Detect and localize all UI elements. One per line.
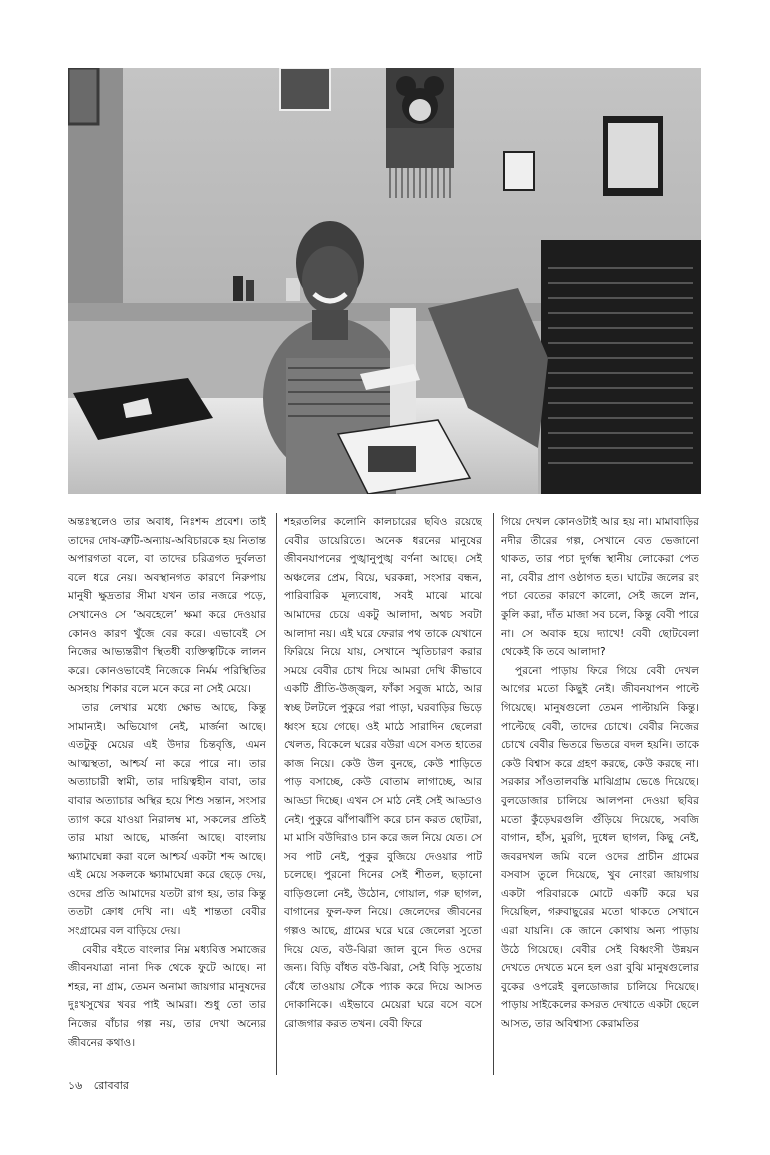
- paragraph: গিয়ে দেখল কোনওটাই আর হয় না। মামাবাড়ির নদীর তীরের গল্প, সেখানে বেত ভেজানো থাকত, তার পচা দুর্গন্ধ স্থানীয় লোকেরা পেত না, বেবীর প্রাণ ওষ্ঠাগত হত। ঘাটের জলের রং পচা বেতের কারণে কালো, সেই জলে স্নান, কুলি করা, দাঁত মাজা সব চলে, কিন্তু বেবী পারে না। সে অবাক হয়ে দ্যাখে! বেবী ছোটবেলা থেকেই কি তবে আলাদা?: [501, 516, 699, 659]
- paragraph: অন্তঃস্থলেও তার অবাধ, নিঃশব্দ প্রবেশ। তাই তাদের দোষ-ত্রুটি-অন্যায়-অবিচারকে হয় নিতান্ত অপারগতা বলে, বা তাদের চরিত্রগত দুর্বলতা বলে ধরে নেয়। অবস্থানগত কারণে নিরুপায় মানুষী ক্ষুদ্রতার সীমা যখন তার নজরে পড়ে, সেখানেও সে ‘অবহেলে’ ক্ষমা করে দেওয়ার কোনও কারণ খুঁজে বের করে। এভাবেই সে নিজের আভ্যন্তরীণ স্থিতধী ব্যক্তিত্বটিকে লালন করে। কোনওভাবেই নিজেকে নির্মম পরিস্থিতির অসহায় শিকার বলে মনে করে না সেই মেয়ে।: [68, 516, 266, 696]
- paragraph: তার লেখার মধ্যে ক্ষোভ আছে, কিন্তু সামান্যই। অভিযোগ নেই, মার্জনা আছে। এতটুকু মেয়ের এই উদার চিন্তবৃত্তি, এমন আত্মস্থতা, আশ্চর্য না করে পারে না। তার অত্যাচারী স্বামী, তার দায়িত্বহীন বাবা, তার বাবার অত্যাচার অস্থির হয়ে শিশু সন্তান, সংসার ত্যাগ করে যাওয়া নিরালম্ব মা, সকলের প্রতিই তার মায়া আছে, মার্জনা আছে। বাংলায় ক্ষ্যামাঘেন্না করা বলে আশ্চর্য একটা শব্দ আছে। এই মেয়ে সকলকে ক্ষ্যামাঘেন্না করে ছেড়ে দেয়, ওদের প্রতি আমাদের যতটা রাগ হয়, তার কিন্তু ততটা ক্রোধ দেখি না। এই শান্ততা বেবীর সংগ্রামের বল বাড়িয়ে দেয়।: [68, 701, 266, 938]
- paragraph: শহরতলির কলোনি কালচারের ছবিও রয়েছে বেবীর ডায়েরিতে। অনেক ধরনের মানুষের জীবনযাপনের পুঙ্খানুপুঙ্খ বর্ণনা আছে। সেই অঞ্চলের প্রেম, বিয়ে, ঘরকন্না, সংসার বন্ধন, পারিবারিক মূল্যবোধ, সবই মাঝে মাঝে আমাদের চেয়ে একটু আলাদা, অথচ সবটা আলাদা নয়। এই ঘরে ফেরার পথ তাকে যেখানে ফিরিয়ে নিয়ে যায়, সেখানে স্মৃতিচারণ করার সময়ে বেবীর চোখ দিয়ে আমরা দেখি কীভাবে একটি প্রীতি-উজ্জ্বল, ফাঁকা সবুজ মাঠে, আর স্বচ্ছ টলটলে পুকুরে পরা পাড়া, ঘরবাড়ির ভিড়ে ধ্বংস হয়ে গেছে। ওই মাঠে সারাদিন ছেলেরা খেলত, বিকেলে ঘরের বউরা এসে বসত হাতের কাজ নিয়ে। কেউ উল বুনছে, কেউ শাড়িতে পাড় বসাচ্ছে, কেউ বোতাম লাগাচ্ছে, আর আড্ডা দিচ্ছে। এখন সে মাঠ নেই সেই আড্ডাও নেই। পুকুরে ঝাঁপাঝাঁপি করে চান করত ছোটরা, মা মাসি বউদিরাও চান করে জল নিয়ে যেত। সে সব পাট নেই, পুকুর বুজিয়ে দেওয়ার পাট চলেছে। পুরনো দিনের সেই শীতল, ছড়ানো বাড়িগুলো নেই, উঠোন, গোয়াল, গরু ছাগল, বাগানের ফুল-ফল নিয়ে। জেলেদের জীবনের গল্পও আছে, গ্রামের ঘরে ঘরে জেলেরা সুতো দিয়ে যেত, বউ-ঝিরা জাল বুনে দিত ওদের জন্য। বিড়ি বাঁধত বউ-ঝিরা, সেই বিড়ি সুতোয় বেঁধে তাওয়ায় সেঁকে প্যাক করে দিয়ে আসত দোকানিকে। এইভাবে মেয়েরা ঘরে বসে বসে রোজগার করত তখন। বেবী ফিরে: [284, 516, 482, 1031]
- article-body: [68, 513, 701, 1075]
- article-column-1: [68, 513, 266, 1075]
- paragraph: বেবীর বইতে বাংলার নিম্ন মধ্যবিত্ত সমাজের জীবনযাত্রা নানা দিক থেকে ফুটে আছে। না শহর, না গ্রাম, তেমন অনামা জায়গার মানুষদের দুঃখসুখের খবর পাই আমরা। শুধু তো তার নিজের বাঁচার গল্প নয়, তার দেখা অন্যের জীবনের কথাও।: [68, 943, 266, 1049]
- article-photo: [68, 68, 701, 494]
- page-number: ১৬: [68, 1079, 83, 1092]
- woman-smiling-photo-icon: [68, 68, 701, 494]
- article-column-2: [284, 513, 482, 1075]
- article-column-3: [501, 513, 699, 1075]
- paragraph: পুরনো পাড়ায় ফিরে গিয়ে বেবী দেখল আগের মতো কিছুই নেই। জীবনযাপন পাল্টে গিয়েছে। মানুষগুলো তেমন পাল্টায়নি কিন্তু। পাল্টেছে বেবী, তাদের চোখে। বেবীর নিজের চোখে বেবীর ভিতরে ভিতরে বদল হয়নি। তাকে কেউ বিশ্বাস করে গ্রহণ করছে, কেউ করছে না। সরকার সাঁওতালবস্তি মাঝিগ্রাম ভেঙে দিয়েছে। বুলডোজার চালিয়ে আলপনা দেওয়া ছবির মতো কুঁড়েঘরগুলি গুঁড়িয়ে দিয়েছে, সবজি বাগান, হাঁস, মুরগি, দুধেল ছাগল, কিছু নেই, জবরদখল জমি বলে ওদের প্রাচীন গ্রামের বসবাস তুলে দিয়েছে, খুব নোংরা জায়গায় একটা পরিবারকে মোটে একটি করে ঘর দিয়েছিল, গরুবাছুরের মতো থাকতে সেখানে এরা যায়নি। কে জানে কোথায় অন্য পাড়ায় উঠে গিয়েছে। বেবীর সেই বিধ্বংসী উন্নয়ন দেখতে দেখতে মনে হল ওরা বুঝি মানুষগুলোর বুকের ওপরেই বুলডোজার চালিয়ে দিয়েছে। পাড়ায় সাইকেলের কসরত দেখাতে একটা ছেলে আসত, তার অবিশ্বাস্য কেরামতির: [501, 664, 699, 1031]
- magazine-name: রোববার: [93, 1079, 129, 1092]
- page-footer: [68, 1079, 137, 1093]
